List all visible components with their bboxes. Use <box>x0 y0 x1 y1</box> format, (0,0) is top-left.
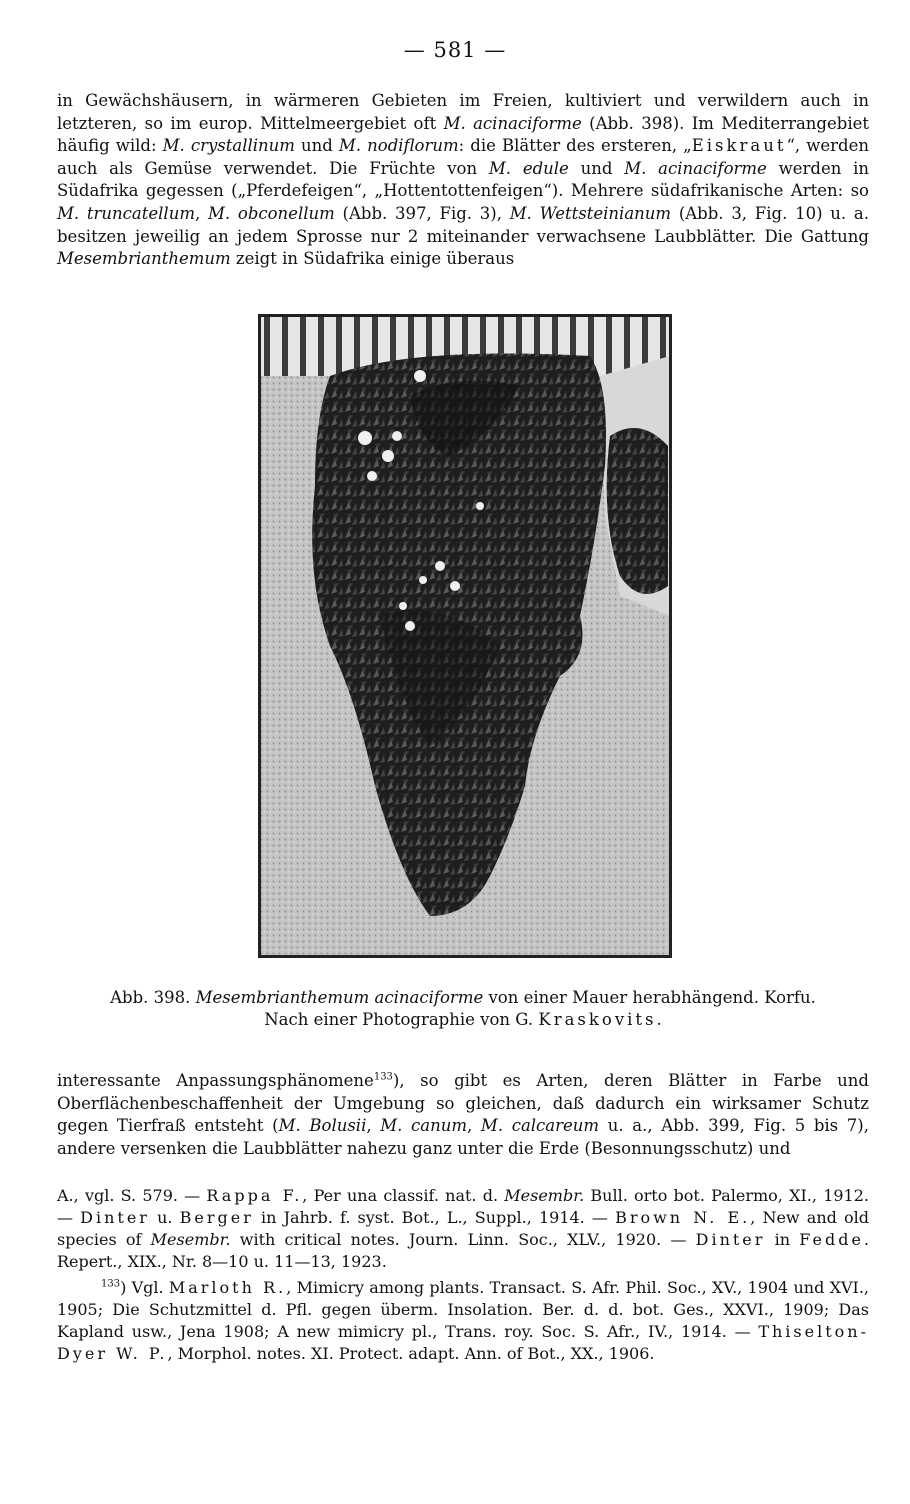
photographer-name: Kraskovits <box>538 1010 657 1029</box>
footnote-reference: 133 <box>373 1071 393 1083</box>
species-name: M. truncatellum <box>57 203 195 223</box>
species-name: M. obconellum <box>207 203 335 223</box>
footnote-number: 133 <box>101 1278 121 1290</box>
eiskraut-term: Eiskraut <box>691 136 787 156</box>
genus-name: Mesembrianthemum <box>57 249 231 269</box>
species-name: M. acinaciforme <box>624 158 767 178</box>
species-name: M. nodiflorum <box>338 136 459 156</box>
species-name: M. edule <box>488 158 569 178</box>
plant-photograph <box>260 316 670 956</box>
footnote-133: $^{133}$) Vgl. Marloth R., Mimicry among plants. Transact. S. Afr. Phil. Soc., XV., 1904 und XVI., 1905; Die Schutzmittel d. Pfl. gegen überm. Insolation. Ber. d. d. bot. Ges., XXVI., 1909; Das Kapland usw., Jena 1908; A new mimicry pl., Trans. roy. Soc. S. Afr., IV., 1914. — Thiselton-Dyer W. P., Morphol. notes. XI. Protect. adapt. Ann. of Bot., XX., 1906. <box>57 1278 869 1363</box>
species-name: M. Wettsteinianum <box>509 203 672 223</box>
species-name: M. canum <box>380 1116 468 1136</box>
caption-species: Mesembrianthemum acinaciforme <box>195 988 484 1007</box>
footnote-continued: A., vgl. S. 579. — Rappa F., Per una classif. nat. d. Mesembr. Bull. orto bot. Palermo, XI., 1912. — Dinter u. Berger in Jahrb. f. syst. Bot., L., Suppl., 1914. — Brown N. E., New and old species of Mesembr. with critical notes. Journ. Linn. Soc., XLV., 1920. — Dinter in Fedde. Repert., XIX., Nr. 8—10 u. 11—13, 1923. <box>57 1186 870 1271</box>
species-name: M. crystallinum <box>162 136 295 156</box>
paragraph-top: in Gewächshäusern, in wärmeren Gebieten im Freien, kultiviert und verwildern auch in letzteren, so im europ. Mittelmeergebiet oft M. acinaciforme (Abb. 398). Im Mediterrangebiet häufig wild: M. crystallinum und M. nodiflorum: die Blätter des ersteren, „Eiskraut“, werden auch als Gemüse verwendet. Die Früchte von M. edule und M. acinaciforme werden in Südafrika gegessen („Pferdefeigen“, „Hottentottenfeigen“). Mehrere südafrikanische Arten: so M. truncatellum, M. obconellum (Abb. 397, Fig. 3), M. Wettsteinianum (Abb. 3, Fig. 10) u. a. besitzen jeweilig an jedem Sprosse nur 2 miteinander verwachsene Laubblätter. Die Gattung Mesembrianthemum zeigt in Südafrika einige überaus <box>57 91 870 269</box>
species-name: M. acinaciforme <box>443 113 582 133</box>
species-name: M. calcareum <box>480 1116 600 1136</box>
species-name: M. Bolusii <box>278 1116 367 1136</box>
figure-caption: Abb. 398. Mesembrianthemum acinaciforme von einer Mauer herabhängend. Korfu. Nach einer Photographie von G. Kraskovits. <box>110 988 816 1029</box>
figure-photo <box>258 314 672 958</box>
page-number: — 581 — <box>403 38 507 62</box>
paragraph-middle: interessante Anpassungsphänomene$^{133}$), so gibt es Arten, deren Blätter in Farbe und Oberflächenbeschaffenheit der Umgebung so gleichen, daß dadurch ein wirksamer Schutz gegen Tierfraß entsteht (M. Bolusii, M. canum, M. calcareum u. a., Abb. 399, Fig. 5 bis 7), andere versenken die Laubblätter nahezu ganz unter die Erde (Besonnungsschutz) und <box>57 1071 869 1158</box>
footnotes <box>57 1185 869 1365</box>
